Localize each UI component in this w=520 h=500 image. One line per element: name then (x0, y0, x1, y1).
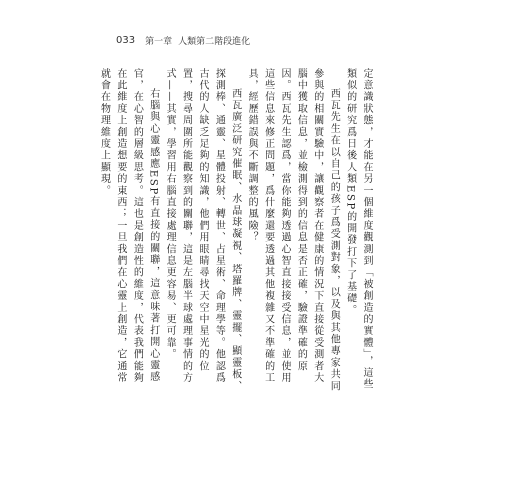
vertical-body-text (98, 68, 374, 394)
page-number: 033 (116, 35, 136, 46)
paragraph: 定意識狀態，才能在另一個維度觀測到「被創造的實體」，這些類似的研究爲日後人類ESP的開發打下了基礎。 (344, 68, 372, 391)
paragraph: 西瓦先生在以自己的孩子爲受測對象，以及與其他專家共同參與的相關實驗中，讓觀察者在健康的情況下直接從受測者大腦中獲取信息，並檢測得到的信息是否正確，驗證準確的原因。西瓦先生認爲，當你能夠透過心智直接接受信息，並使用這些信息來修正問題，爲什麼還要透過其他複雜又不準確的工具，經歷錯誤與不斷調整的風險？ (246, 68, 340, 393)
paragraph: 右腦與心靈感應ESP有直接的關聯，這意味著打開心靈感官，在心智的層級思考。這也是創造性的維度，代表我們能夠在此維度上創造想要的東西；一旦我們在心靈上創造，它通常就會在物理維度上顯現。 (98, 68, 159, 384)
running-header (116, 34, 250, 47)
paragraph: 西瓦廣泛研究催眠、水晶球凝視、塔羅牌、靈擺、顯靈板、探測棒、通靈、星體投射、轉世、占星術、命理學等。他認爲古代的人缺乏足夠的知識，他們用眼睛尋找天空中星光的位置，搜尋周圍所能觀察到的關聯，這是左腦半球處理事情的方式——其實，學習用右腦直接處理信息更容易、更可靠。 (164, 68, 241, 393)
chapter-title: 人類第二階段進化 (178, 37, 251, 47)
chapter-label: 第一章 (145, 37, 173, 47)
